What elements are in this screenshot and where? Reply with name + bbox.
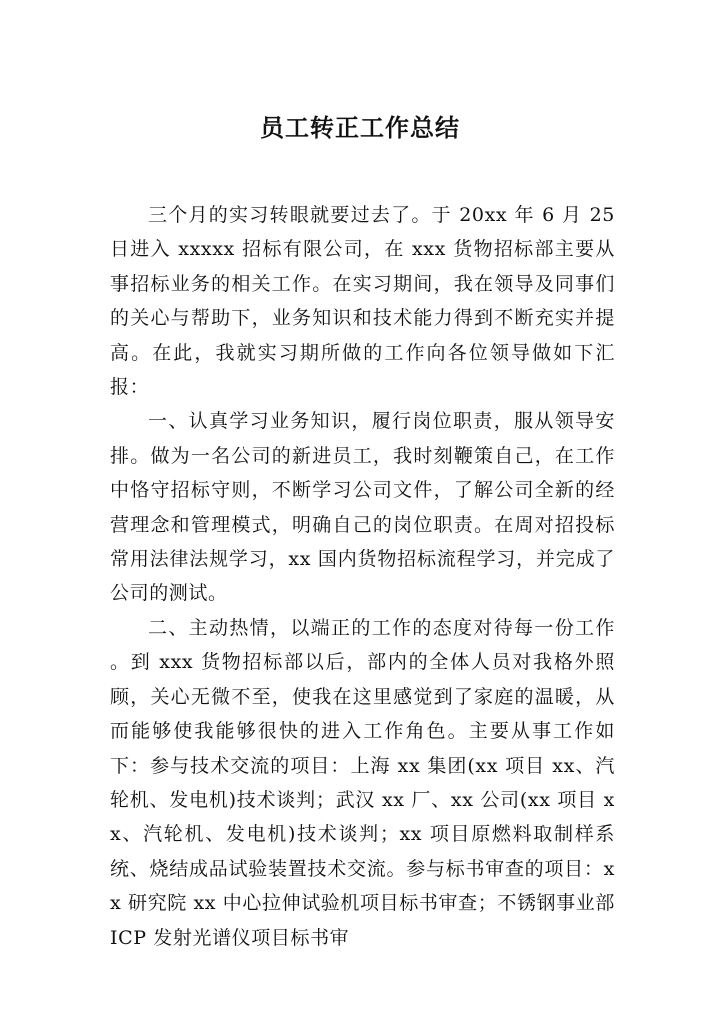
document-title: 员工转正工作总结 [260,114,460,142]
paragraph-intro: 三个月的实习转眼就要过去了。于 20xx 年 6 月 25 日进入 xxxxx 招标有限公司，在 xxx 货物招标部主要从事招标业务的相关工作。在实习期间，我在领导及同事们的关心与帮助下，业务知识和技术能力得到不断充实并提高。在此，我就实习期所做的工作向各位领导做如下汇报： [110,204,615,399]
paragraph-section-two: 二、主动热情，以端正的工作的态度对待每一份工作 。到 xxx 货物招标部以后，部内的全体人员对我格外照顾，关心无微不至，使我在这里感觉到了家庭的温暖，从而能够使我能够很快的进入工作角色。主要从事工作如下：参与技术交流的项目：上海 xx 集团(xx 项目 xx、汽轮机、发电机)技术谈判；武汉 xx 厂、xx 公司(xx 项目 xx、汽轮机、发电机)技术谈判；xx 项目原燃料取制样系统、烧结成品试验装置技术交流。参与标书审查的项目：xx 研究院 xx 中心拉伸试验机项目标书审查；不锈钢事业部 ICP 发射光谱仪项目标书审 [110,616,615,949]
paragraph-section-one: 一、认真学习业务知识，履行岗位职责，服从领导安排。做为一名公司的新进员工，我时刻鞭策自己，在工作中恪守招标守则，不断学习公司文件，了解公司全新的经营理念和管理模式，明确自己的岗位职责。在周对招投标常用法律法规学习，xx 国内货物招标流程学习，并完成了公司的测试。 [110,410,615,605]
document-body [110,198,615,955]
